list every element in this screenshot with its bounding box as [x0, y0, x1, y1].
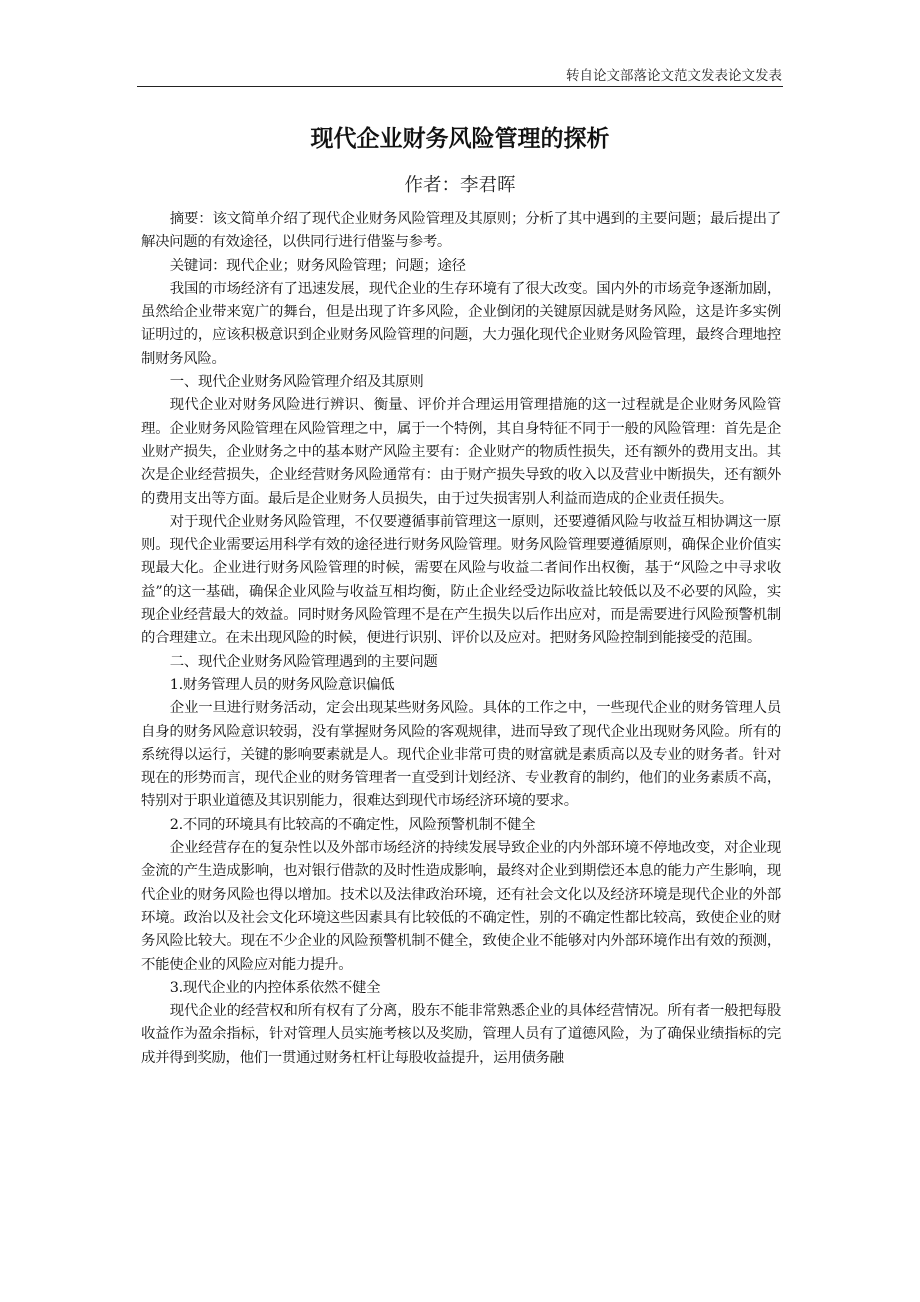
- subsection-heading-2: 2.不同的环境具有比较高的不确定性，风险预警机制不健全: [169, 816, 536, 833]
- article-body: [141, 208, 781, 1070]
- body-paragraph: 企业经营存在的复杂性以及外部市场经济的持续发展导致企业的内外部环境不停地改变，对企业现金流的产生造成影响，也对银行借款的及时性造成影响，最终对企业到期偿还本息的能力产生影响，现代企业的财务风险也得以增加。技术以及法律政治环境，还有社会文化以及经济环境是现代企业的外部环境。政治以及社会文化环境这些因素具有比较低的不确定性，别的不确定性都比较高，致使企业的财务风险比较大。现在不少企业的风险预警机制不健全，致使企业不能够对内外部环境作出有效的预测，不能使企业的风险应对能力提升。: [141, 840, 781, 973]
- keywords-paragraph: 关键词：现代企业；财务风险管理；问题；途径: [169, 257, 466, 274]
- header-rule: [137, 86, 783, 87]
- body-paragraph: 现代企业对财务风险进行辨识、衡量、评价并合理运用管理措施的这一过程就是企业财务风险管理。企业财务风险管理在风险管理之中，属于一个特例，其自身特征不同于一般的风险管理：首先是企业财产损失，企业财务之中的基本财产风险主要有：企业财产的物质性损失，还有额外的费用支出。其次是企业经营损失，企业经营财务风险通常有：由于财产损失导致的收入以及营业中断损失，还有额外的费用支出等方面。最后是企业财务人员损失，由于过失损害别人利益而造成的企业责任损失。: [141, 397, 781, 507]
- section-heading-1: 一、现代企业财务风险管理介绍及其原则: [169, 374, 424, 391]
- subsection-heading-1: 1.财务管理人员的财务风险意识偏低: [169, 676, 395, 693]
- header-text: 转自论文部落论文范文发表论文发表: [566, 68, 782, 84]
- section-heading-2: 二、现代企业财务风险管理遇到的主要问题: [169, 653, 438, 670]
- body-paragraph: 企业一旦进行财务活动，定会出现某些财务风险。具体的工作之中，一些现代企业的财务管理人员自身的财务风险意识较弱，没有掌握财务风险的客观规律，进而导致了现代企业出现财务风险。所有的系统得以运行，关键的影响要素就是人。现代企业非常可贵的财富就是素质高以及专业的财务者。针对现在的形势而言，现代企业的财务管理者一直受到计划经济、专业教育的制约，他们的业务素质不高，特别对于职业道德及其识别能力，很难达到现代市场经济环境的要求。: [141, 700, 781, 810]
- intro-paragraph: 我国的市场经济有了迅速发展，现代企业的生存环境有了很大改变。国内外的市场竞争逐渐加剧，虽然给企业带来宽广的舞台，但是出现了许多风险，企业倒闭的关键原因就是财务风险，这是许多实例证明过的，应该积极意识到企业财务风险管理的问题，大力强化现代企业财务风险管理，最终合理地控制财务风险。: [141, 280, 781, 367]
- author-line: 作者：李君晖: [404, 175, 516, 196]
- subsection-heading-3: 3.现代企业的内控体系依然不健全: [169, 979, 381, 996]
- abstract-paragraph: 摘要：该文简单介绍了现代企业财务风险管理及其原则；分析了其中遇到的主要问题；最后提出了解决问题的有效途径，以供同行进行借鉴与参考。: [141, 211, 781, 251]
- body-paragraph: 对于现代企业财务风险管理，不仅要遵循事前管理这一原则，还要遵循风险与收益互相协调这一原则。现代企业需要运用科学有效的途径进行财务风险管理。财务风险管理要遵循原则，确保企业价值实现最大化。企业进行财务风险管理的时候，需要在风险与收益二者间作出权衡，基于“风险之中寻求收益”的这一基础，确保企业风险与收益互相均衡，防止企业经受边际收益比较低以及不必要的风险，实现企业经营最大的效益。同时财务风险管理不是在产生损失以后作出应对，而是需要进行风险预警机制的合理建立。在未出现风险的时候，便进行识别、评价以及应对。把财务风险控制到能接受的范围。: [141, 513, 781, 647]
- body-paragraph: 现代企业的经营权和所有权有了分离，股东不能非常熟悉企业的具体经营情况。所有者一般把每股收益作为盈余指标，针对管理人员实施考核以及奖励，管理人员有了道德风险，为了确保业绩指标的完成并得到奖励，他们一贯通过财务杠杆让每股收益提升，运用债务融: [141, 1003, 781, 1066]
- page-title: 现代企业财务风险管理的探析: [310, 126, 610, 152]
